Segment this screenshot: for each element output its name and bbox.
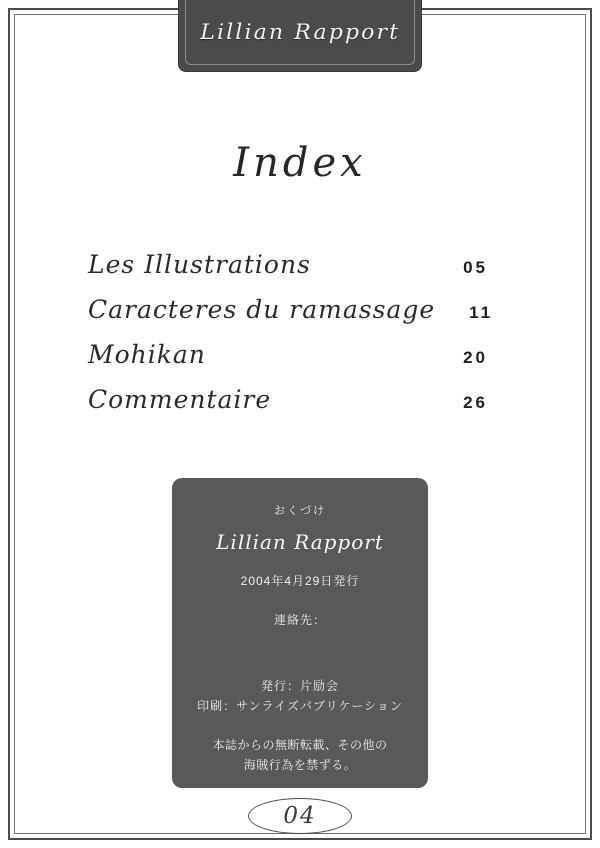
masthead-plaque: [178, 0, 422, 72]
list-item[interactable]: [88, 250, 488, 295]
colophon-notice: [186, 735, 414, 776]
toc-entry-page: 05: [463, 258, 488, 277]
masthead-plaque-inner: [185, 0, 415, 65]
list-item[interactable]: [88, 340, 488, 385]
colophon-kicker: おくづけ: [274, 505, 326, 517]
toc-entry-label: Commentaire: [88, 385, 272, 414]
table-of-contents: [88, 250, 494, 430]
list-item[interactable]: [88, 295, 494, 340]
page-number-cartouche: [248, 798, 352, 834]
colophon-title: Lillian Rapport: [216, 530, 384, 554]
colophon-notice-line-1: 本誌からの無断転載、その他の: [212, 737, 388, 752]
colophon-publisher: [186, 676, 414, 717]
page-number: 04: [283, 803, 317, 829]
page-title: Index: [233, 140, 367, 186]
colophon-publisher-line-2: 印刷：サンライズパブリケーション: [197, 699, 403, 714]
toc-entry-page: 11: [469, 303, 494, 322]
toc-entry-label: Caracteres du ramassage: [88, 295, 436, 324]
list-item[interactable]: [88, 385, 488, 430]
toc-entry-page: 20: [463, 348, 488, 367]
masthead-title: Lillian Rapport: [200, 20, 400, 44]
toc-entry-label: Mohikan: [88, 340, 206, 369]
colophon-notice-line-2: 海賊行為を禁ずる。: [243, 758, 357, 773]
colophon-box: [172, 478, 428, 788]
toc-entry-page: 26: [463, 393, 488, 412]
colophon-contact: 連絡先：: [273, 613, 326, 627]
colophon-date: 2004年4月29日発行: [240, 574, 360, 588]
colophon-publisher-line-1: 発行：片励会: [260, 679, 339, 693]
toc-entry-label: Les Illustrations: [88, 250, 311, 279]
